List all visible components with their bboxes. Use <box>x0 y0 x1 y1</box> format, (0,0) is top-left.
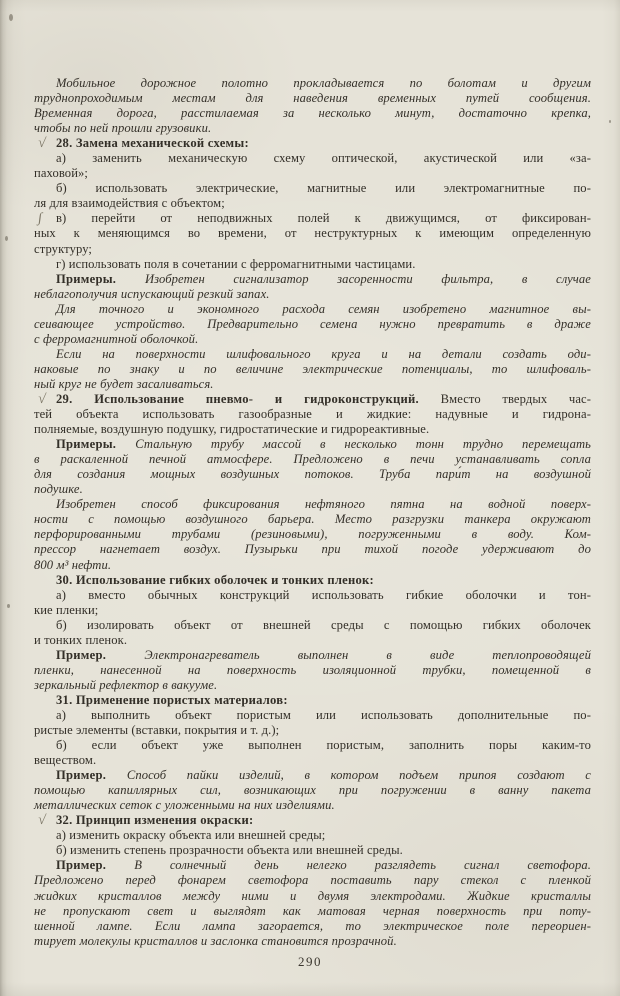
text-line: 31. Применение пористых материалов: <box>56 692 288 707</box>
text-line: зеркальный рефлектор в вакууме. <box>34 677 218 692</box>
text-line: √ 32. Принцип изменения окраски: <box>37 812 254 829</box>
text-line: помощью капиллярных сил, возникающих при погружении в ванну пакета <box>34 783 591 798</box>
text-line: а) выполнить объект пористым или использовать дополнительные по- <box>56 707 591 722</box>
text-line: сеивающее устройство. Предварительно семена нужно превратить в драже <box>34 316 591 331</box>
text-line: Пример. Электронагреватель выполнен в виде теплопроводящей <box>56 647 591 662</box>
scan-speck <box>5 236 8 241</box>
text-line: Примеры. Изобретен сигнализатор засоренности фильтра, в случае <box>56 271 591 286</box>
text-line: веществом. <box>34 753 97 768</box>
text-line: паховой»; <box>34 166 89 181</box>
text-line: ный круг не будет засаливаться. <box>34 376 214 391</box>
text-line: неблагополучия испускающий резкий запах. <box>34 286 270 301</box>
paragraph <box>34 843 591 858</box>
pencil-checkmark-icon: ∫ <box>37 211 43 227</box>
text-line: ∫ в) перейти от неподвижных полей к движущимся, от фиксирован- <box>37 211 591 227</box>
text-line: √ 28. Замена механической схемы: <box>37 135 249 152</box>
paragraph-lead: Примеры. <box>56 437 136 452</box>
text-line: в раскаленной печной атмосфере. Предложено в печи устанавливать сопла <box>34 452 591 467</box>
text-line: √ 29. Использование пневмо- и гидроконструкций. Вместо твердых час- <box>37 391 591 408</box>
text-line: чтобы по ней прошли грузовики. <box>34 121 212 136</box>
text-line: труднопроходимым местам для наведения временных путей сообщения. <box>34 91 591 106</box>
paragraph <box>34 392 591 437</box>
paragraph <box>34 257 591 272</box>
text-line: наковые по знаку и по величине электрические потенциалы, то шлифоваль- <box>34 361 591 376</box>
paragraph-lead: 29. Использование пневмо- и гидроконструкций. <box>56 391 441 406</box>
text-line: Для точного и экономного расхода семян изобретено магнитное вы- <box>56 301 591 316</box>
principle-heading <box>34 813 591 828</box>
text-line: ных к меняющимся во времени, от неструктурных к имеющим определенную <box>34 226 591 241</box>
pencil-checkmark-icon: √ <box>37 812 47 829</box>
text-line: а) заменить механическую схему оптической, акустической или «за- <box>56 151 591 166</box>
text-line: и тонких пленок. <box>34 632 128 647</box>
paragraph <box>34 648 591 693</box>
text-line: металлических сеток с уложенными на них изделиями. <box>34 798 335 813</box>
paragraph <box>34 588 591 618</box>
text-line: для создания мощных воздушных потоков. Труба пари́т на воздушной <box>34 467 591 482</box>
text-line: подушке. <box>34 482 83 497</box>
text-line: тирует молекулы кристаллов и заслонка становится прозрачной. <box>34 933 397 948</box>
text-line: жидких кристаллов между ними и двумя электродами. Жидкие кристаллы <box>34 888 591 903</box>
text-line: а) вместо обычных конструкций использовать гибкие оболочки и тон- <box>56 587 591 602</box>
pencil-checkmark-icon: √ <box>37 135 47 152</box>
text-line: Примеры. Стальную трубу массой в несколько тонн трудно перемещать <box>56 437 592 452</box>
paragraph <box>34 181 591 211</box>
principle-heading <box>34 136 591 151</box>
paragraph <box>34 151 591 181</box>
text-line: кие пленки; <box>34 602 99 617</box>
text-line: прессор нагнетает воздух. Пузырьки при тихой погоде удерживают до <box>34 542 591 557</box>
text-line: тей объекта использовать газообразные и жидкие: надувные и гидрона- <box>34 407 591 422</box>
text-line: Предложено перед фонарем светофора поставить пару стекол с пленкой <box>34 873 591 888</box>
text-line: ристые элементы (вставки, покрытия и т. д.); <box>34 723 280 738</box>
principle-heading <box>34 573 591 588</box>
paragraph <box>34 437 591 497</box>
text-line: Если на поверхности шлифовального круга и на детали создать оди- <box>56 346 591 361</box>
text-line: б) изолировать объект от внешней среды с помощью гибких оболочек <box>56 617 591 632</box>
principle-heading <box>34 693 591 708</box>
scan-speck <box>7 604 10 608</box>
text-line: б) изменить степень прозрачности объекта или внешней среды. <box>56 843 403 858</box>
page-number: 290 <box>298 954 322 969</box>
paragraph <box>34 618 591 648</box>
text-line: пленки, нанесенной на поверхность изоляционной трубки, помещенной в <box>34 662 591 677</box>
paragraph <box>34 738 591 768</box>
text-line: ля для взаимодействия с объектом; <box>34 196 225 211</box>
paragraph <box>34 347 591 392</box>
paragraph-lead: Примеры. <box>56 271 145 286</box>
text-line: не пропускают свет и выглядят как матовая черная поверхность при поту- <box>34 903 591 918</box>
text-line: г) использовать поля в сочетании с ферромагнитными частицами. <box>56 256 416 271</box>
paragraph <box>34 211 591 256</box>
paragraph <box>34 497 591 572</box>
scan-speck <box>609 120 611 123</box>
text-line: шенной лампе. Если лампа загорается, то электрическое поле переориен- <box>34 918 591 933</box>
text-line: полняемые, воздушную подушку, гидростатические и гидрореактивные. <box>34 422 430 437</box>
scan-speck <box>9 14 13 21</box>
paragraph <box>34 76 591 136</box>
paragraph <box>34 858 591 948</box>
text-line: Пример. Способ пайки изделий, в котором подъем припоя создают с <box>56 768 591 783</box>
text-line: а) изменить окраску объекта или внешней среды; <box>56 828 326 843</box>
page-text <box>34 76 591 949</box>
paragraph-lead: Пример. <box>56 647 145 662</box>
paragraph <box>34 768 591 813</box>
text-line: ности с помощью воздушного барьера. Место разгрузки танкера окружают <box>34 512 591 527</box>
text-line: б) если объект уже выполнен пористым, заполнить поры каким-то <box>56 738 591 753</box>
text-line: с ферромагнитной оболочкой. <box>34 331 199 346</box>
text-line: б) использовать электрические, магнитные или электромагнитные по- <box>56 181 591 196</box>
paragraph-lead: Пример. <box>56 858 135 873</box>
paragraph <box>34 302 591 347</box>
paragraph <box>34 272 591 302</box>
paragraph <box>34 828 591 843</box>
paragraph-lead: Пример. <box>56 768 127 783</box>
pencil-checkmark-icon: √ <box>37 391 47 408</box>
text-line: структуру; <box>34 241 93 256</box>
text-line: 800 м³ нефти. <box>34 557 112 572</box>
paragraph <box>34 708 591 738</box>
text-line: Временная дорога, расстилаемая за несколько минут, достаточно крепка, <box>34 106 591 121</box>
text-line: Мобильное дорожное полотно прокладывается по болотам и другим <box>56 76 591 90</box>
text-line: 30. Использование гибких оболочек и тонких пленок: <box>56 572 374 587</box>
text-line: Изобретен способ фиксирования нефтяного пятна на водной поверх- <box>56 497 591 512</box>
text-line: перфорированными трубами (резиновыми), погруженными в воду. Ком- <box>34 527 591 542</box>
text-line: Пример. В солнечный день нелегко разглядеть сигнал светофора. <box>56 858 591 873</box>
